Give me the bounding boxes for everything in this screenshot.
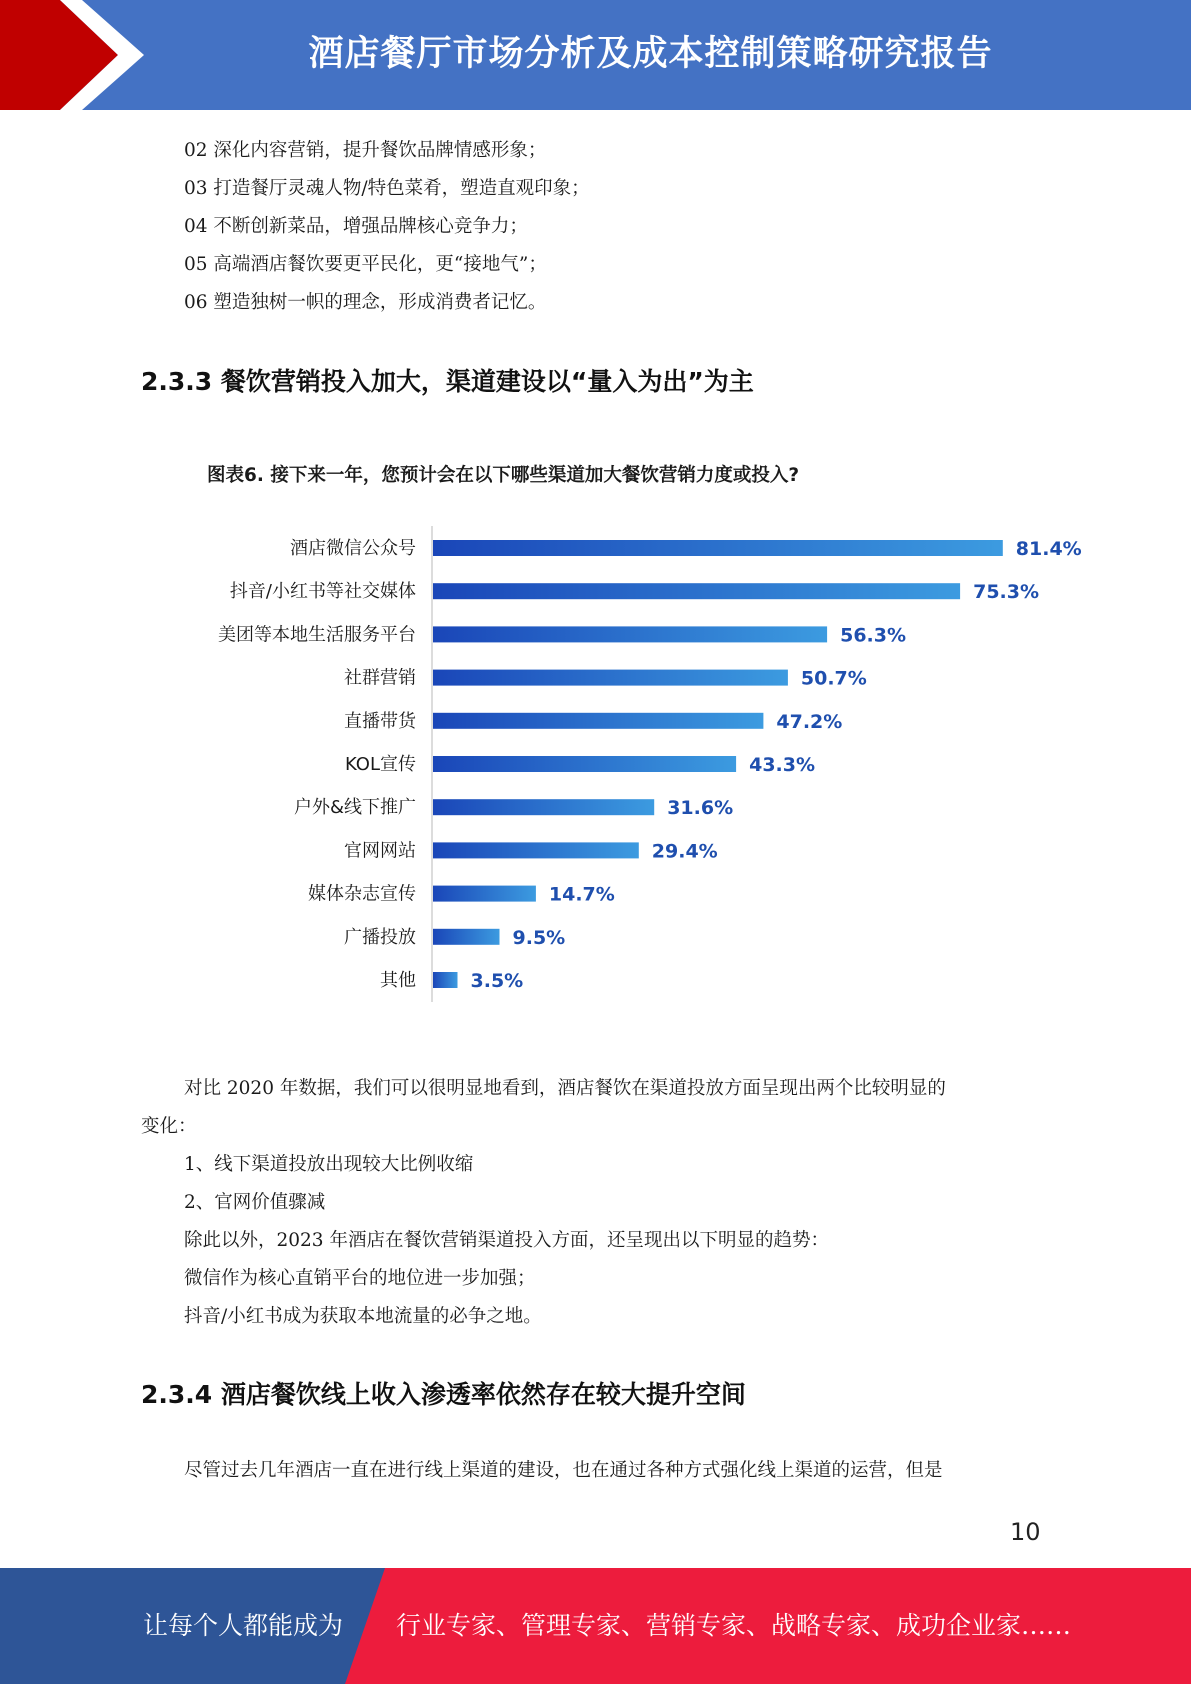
page-number: 10: [1010, 1518, 1041, 1546]
value-label: 81.4%: [1015, 538, 1082, 560]
bar: [433, 713, 763, 729]
page-footer: [0, 1568, 1191, 1684]
category-label: 抖音/小红书等社交媒体: [229, 581, 416, 603]
category-label: 酒店微信公众号: [290, 538, 416, 559]
paragraph-line: 除此以外，2023 年酒店在餐饮营销渠道投入方面，还呈现出以下明显的趋势：: [184, 1230, 829, 1251]
page-header: [0, 0, 1191, 110]
category-label: 广播投放: [344, 926, 416, 948]
bar: [433, 670, 788, 686]
chart-title: 图表6. 接下来一年，您预计会在以下哪些渠道加大餐饮营销力度或投入?: [207, 465, 800, 486]
list-item: 04 不断创新菜品，增强品牌核心竞争力；: [184, 216, 528, 237]
bar: [433, 886, 536, 902]
category-label: 社群营销: [344, 667, 416, 689]
paragraph-line: 对比 2020 年数据，我们可以很明显地看到，酒店餐饮在渠道投放方面呈现出两个比较明显的: [184, 1078, 946, 1099]
list-item: 02 深化内容营销，提升餐饮品牌情感形象；: [184, 140, 547, 161]
value-label: 29.4%: [651, 840, 718, 863]
bar: [433, 929, 500, 945]
category-label: KOL宣传: [344, 754, 416, 775]
category-label: 直播带货: [344, 710, 416, 732]
value-label: 75.3%: [973, 581, 1040, 604]
footer-slogan-left: 让每个人都能成为: [143, 1611, 344, 1640]
value-label: 43.3%: [749, 754, 816, 776]
bar: [433, 756, 736, 772]
category-label: 其他: [380, 970, 416, 991]
list-item: 03 打造餐厅灵魂人物/特色菜肴，塑造直观印象；: [184, 178, 590, 199]
list-item: 06 塑造独树一帜的理念，形成消费者记忆。: [184, 292, 547, 313]
section-heading-2-3-3: 2.3.3 餐饮营销投入加大，渠道建设以“量入为出”为主: [141, 367, 754, 396]
value-label: 31.6%: [667, 797, 734, 820]
paragraph-line: 微信作为核心直销平台的地位进一步加强；: [184, 1268, 536, 1289]
value-label: 9.5%: [512, 926, 566, 949]
category-label: 媒体杂志宣传: [308, 883, 416, 905]
bar: [433, 626, 827, 642]
list-item: 2、官网价值骤减: [184, 1192, 326, 1213]
paragraph-line: 尽管过去几年酒店一直在进行线上渠道的建设，也在通过各种方式强化线上渠道的运营，但是: [184, 1460, 943, 1481]
report-title: 酒店餐厅市场分析及成本控制策略研究报告: [308, 34, 993, 74]
bar: [433, 842, 639, 858]
channel-investment-chart: [183, 443, 1082, 1008]
section-heading-2-3-4: 2.3.4 酒店餐饮线上收入渗透率依然存在较大提升空间: [141, 1380, 746, 1409]
bar: [433, 583, 960, 599]
list-item: 05 高端酒店餐饮要更平民化，更“接地气”；: [184, 254, 547, 275]
chart-plot: [183, 443, 1082, 1008]
footer-slogan-right: 行业专家、管理专家、营销专家、战略专家、成功企业家……: [396, 1611, 1072, 1640]
paragraph-line: 抖音/小红书成为获取本地流量的必争之地。: [184, 1306, 542, 1327]
bar: [433, 540, 1003, 556]
value-label: 14.7%: [548, 883, 615, 906]
category-label: 户外&线下推广: [293, 797, 416, 819]
category-label: 官网网站: [344, 840, 416, 862]
list-item: 1、线下渠道投放出现较大比例收缩: [184, 1154, 474, 1175]
header-arrow-decoration: [0, 0, 160, 110]
value-label: 56.3%: [840, 624, 907, 647]
bar: [433, 799, 654, 815]
value-label: 50.7%: [800, 667, 867, 690]
bar: [433, 972, 458, 988]
value-label: 3.5%: [470, 970, 524, 992]
category-label: 美团等本地生活服务平台: [218, 624, 416, 646]
value-label: 47.2%: [776, 710, 843, 733]
paragraph-line: 变化：: [141, 1116, 197, 1137]
